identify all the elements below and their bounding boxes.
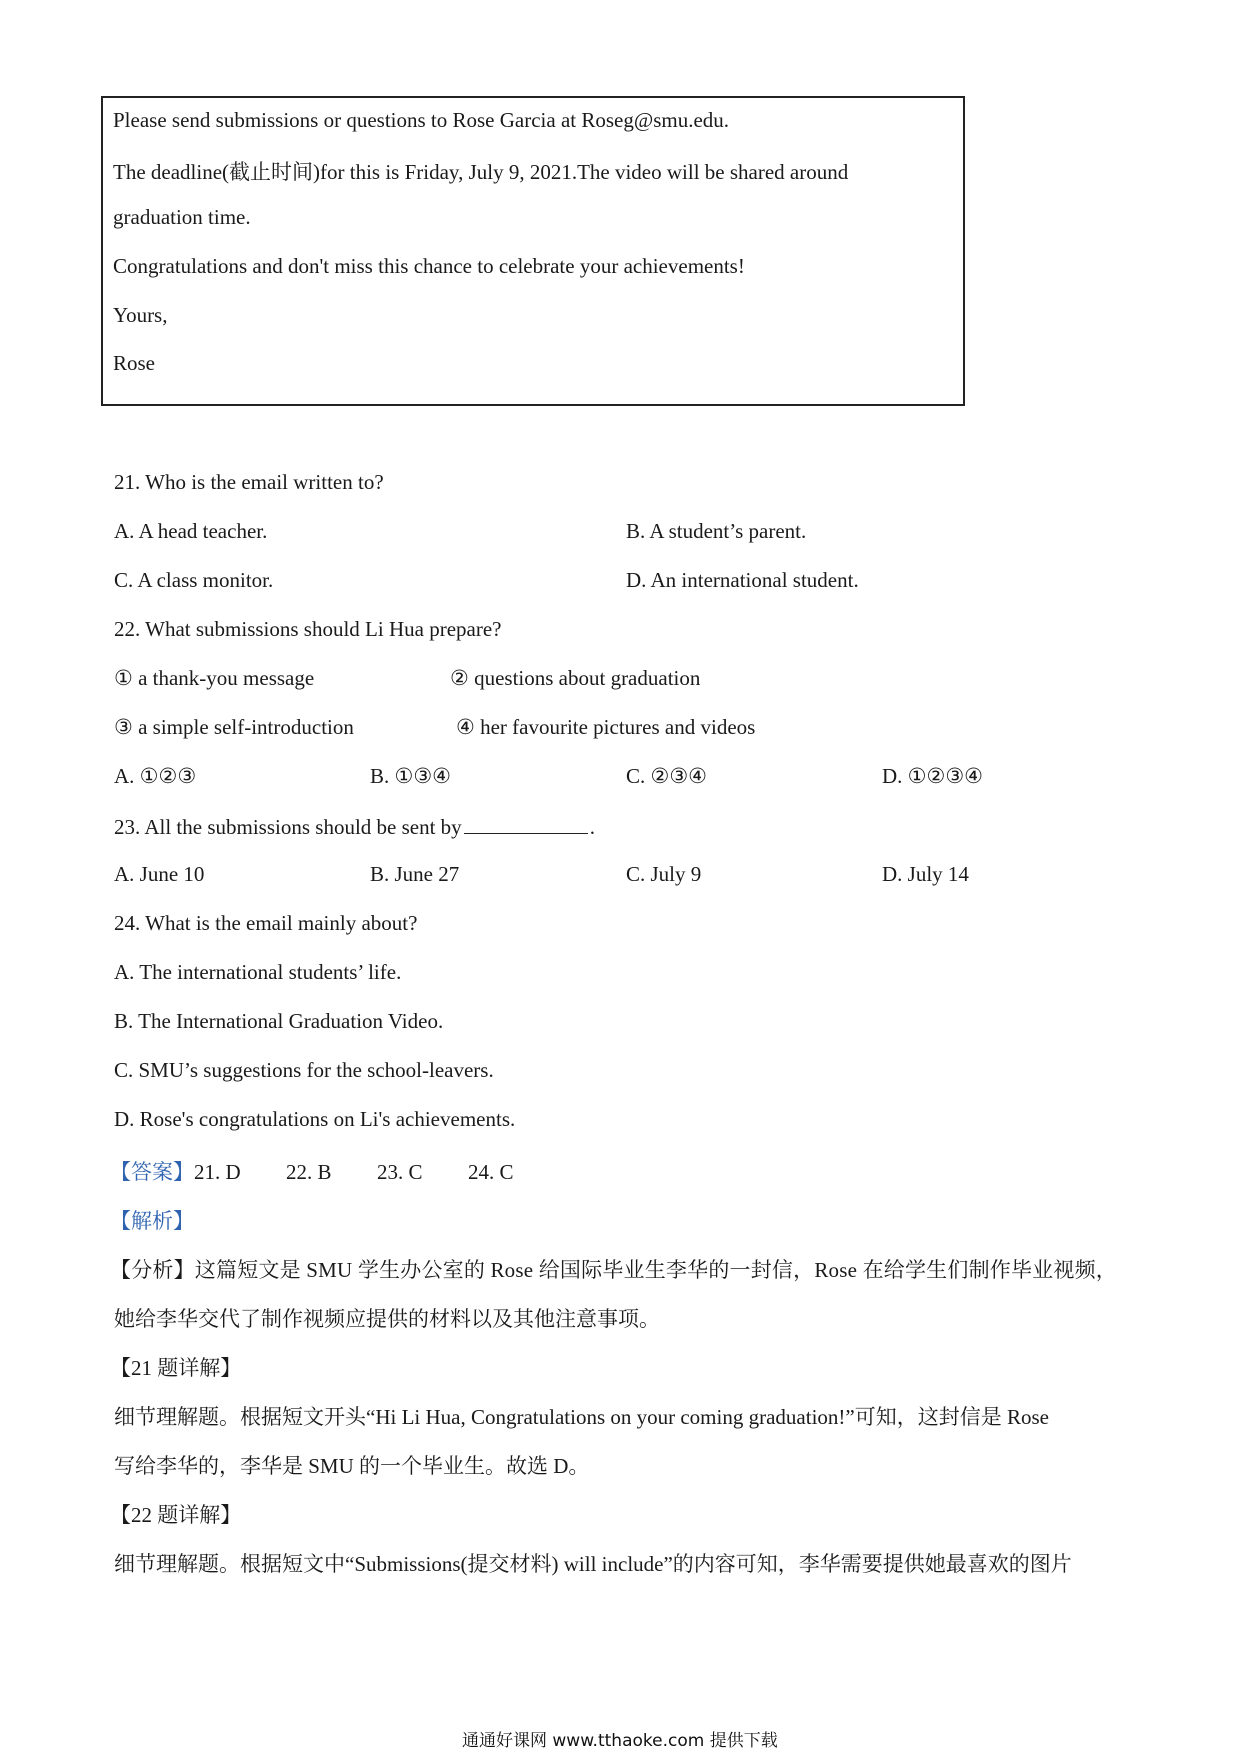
email-line: Congratulations and don't miss this chance to celebrate your achievements! — [113, 254, 745, 278]
page-footer: 通通好课网 www.tthaoke.com 提供下载 — [462, 1731, 778, 1751]
answer-23: 23. C — [377, 1160, 423, 1184]
detail-21-heading: 【21 题详解】 — [110, 1356, 242, 1380]
q23-option-d: D. July 14 — [882, 862, 969, 886]
q23-stem-suffix: . — [589, 815, 595, 839]
detail-21-line: 写给李华的，李华是 SMU 的一个毕业生。故选 D。 — [114, 1454, 590, 1478]
answer-24: 24. C — [468, 1160, 514, 1184]
q21-option-c: C. A class monitor. — [114, 568, 274, 592]
q22-option-d: D. ①②③④ — [882, 764, 983, 788]
q22-option-c: C. ②③④ — [626, 764, 707, 788]
q24-option-a: A. The international students’ life. — [114, 960, 402, 984]
question-23-stem — [114, 813, 595, 840]
email-line: Yours, — [113, 303, 168, 327]
answer-22: 22. B — [286, 1160, 332, 1184]
q22-item-4: ④ her favourite pictures and videos — [456, 715, 756, 739]
question-21-stem: 21. Who is the email written to? — [114, 470, 384, 494]
detail-21-line: 细节理解题。根据短文开头“Hi Li Hua, Congratulations on your coming graduation!”可知，这封信是 Rose — [114, 1405, 1049, 1429]
analysis-summary-line: 【分析】这篇短文是 SMU 学生办公室的 Rose 给国际毕业生李华的一封信，Rose 在给学生们制作毕业视频， — [110, 1258, 1117, 1282]
detail-22-heading: 【22 题详解】 — [110, 1503, 242, 1527]
q22-item-2: ② questions about graduation — [450, 666, 701, 690]
q21-option-b: B. A student’s parent. — [626, 519, 807, 543]
q24-option-b: B. The International Graduation Video. — [114, 1009, 444, 1033]
q21-option-d: D. An international student. — [626, 568, 859, 592]
analysis-label: 【解析】 — [110, 1209, 194, 1233]
analysis-summary-line: 她给李华交代了制作视频应提供的材料以及其他注意事项。 — [114, 1307, 660, 1331]
q22-item-3: ③ a simple self-introduction — [114, 715, 354, 739]
answer-line — [110, 1156, 514, 1186]
answer-21: 21. D — [194, 1160, 241, 1184]
q24-option-d: D. Rose's congratulations on Li's achievements. — [114, 1107, 516, 1131]
q22-option-a: A. ①②③ — [114, 764, 197, 788]
email-line: graduation time. — [113, 205, 251, 229]
email-excerpt-box — [101, 96, 965, 406]
q23-option-b: B. June 27 — [370, 862, 460, 886]
email-line: Rose — [113, 351, 155, 375]
q21-option-a: A. A head teacher. — [114, 519, 268, 543]
question-24-stem: 24. What is the email mainly about? — [114, 911, 418, 935]
q22-item-1: ① a thank-you message — [114, 666, 315, 690]
q24-option-c: C. SMU’s suggestions for the school-leavers. — [114, 1058, 494, 1082]
email-line: Please send submissions or questions to Rose Garcia at Roseg@smu.edu. — [113, 108, 730, 132]
question-22-stem: 22. What submissions should Li Hua prepare? — [114, 617, 502, 641]
detail-22-line: 细节理解题。根据短文中“Submissions(提交材料) will include”的内容可知，李华需要提供她最喜欢的图片 — [114, 1552, 1072, 1576]
q23-option-a: A. June 10 — [114, 862, 205, 886]
q23-option-c: C. July 9 — [626, 862, 702, 886]
email-line: The deadline(截止时间)for this is Friday, July 9, 2021.The video will be shared around — [113, 160, 849, 184]
answer-label: 【答案】 — [110, 1160, 194, 1184]
answer-blank — [464, 813, 588, 834]
q22-option-b: B. ①③④ — [370, 764, 451, 788]
q23-stem-prefix: 23. All the submissions should be sent by — [114, 815, 462, 839]
